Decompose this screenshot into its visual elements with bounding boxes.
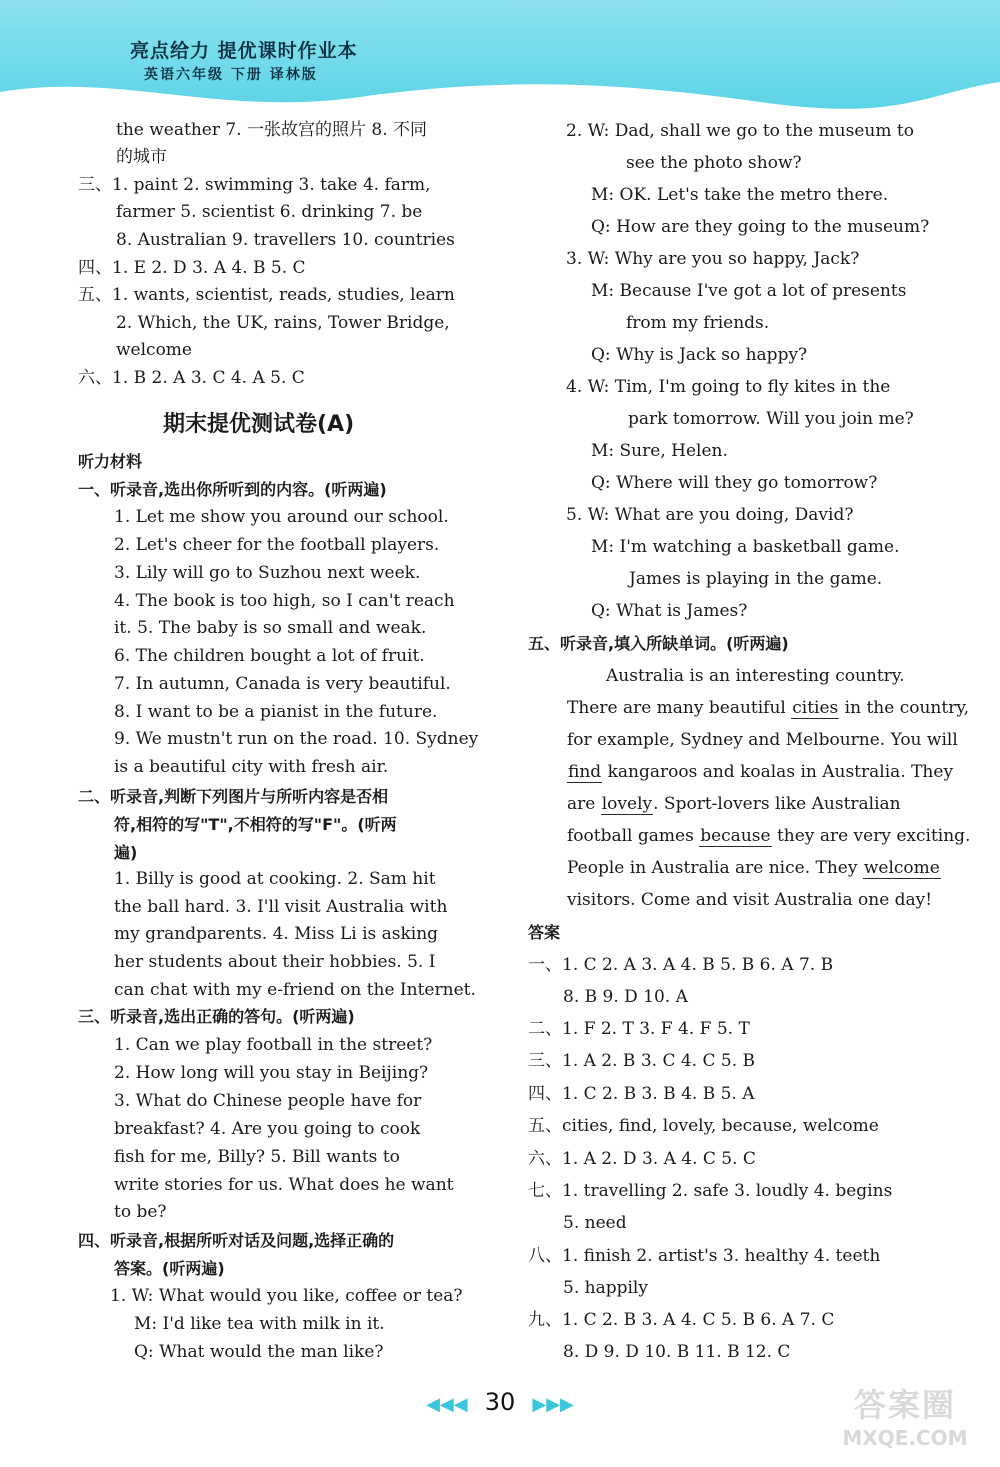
question-heading: 二、听录音,判断下列图片与所听内容是否相 — [78, 787, 389, 806]
text-line: 的城市 — [116, 147, 167, 167]
watermark-logo — [820, 1380, 990, 1460]
answer-line: 六、1. A 2. D 3. A 4. C 5. C — [528, 1149, 756, 1169]
blank-answer: welcome — [863, 858, 940, 878]
text-line: 6. The children bought a lot of fruit. — [114, 646, 425, 666]
text-line: 四、1. E 2. D 3. A 4. B 5. C — [78, 258, 306, 278]
answers-label: 答案 — [528, 923, 561, 942]
text-line: 1. Let me show you around our school. — [114, 507, 449, 527]
blank-answer: find — [568, 762, 602, 782]
text-line: 三、1. paint 2. swimming 3. take 4. farm, — [78, 175, 431, 195]
text-line: 2. Let's cheer for the football players. — [114, 535, 440, 555]
listening-label: 听力材料 — [78, 452, 143, 471]
text-line: her students about their hobbies. 5. I — [114, 952, 436, 972]
question-heading: 一、听录音,选出你所听到的内容。(听两遍) — [78, 480, 387, 499]
answer-line: 5. need — [563, 1213, 627, 1233]
watermark-url: MXQE.COM — [842, 1426, 968, 1450]
text-line: farmer 5. scientist 6. drinking 7. be — [116, 202, 423, 222]
text-line: is a beautiful city with fresh air. — [114, 757, 389, 777]
passage-line: football games because they are very exciting. — [567, 826, 971, 846]
text-line: 1. Can we play football in the street? — [114, 1035, 433, 1055]
blank-answer: cities — [792, 698, 839, 718]
answer-line: 八、1. finish 2. artist's 3. healthy 4. teeth — [528, 1246, 881, 1266]
passage-line: are lovely. Sport-lovers like Australian — [567, 794, 901, 814]
page-number: 30 — [484, 1388, 516, 1416]
passage-line: There are many beautiful cities in the country, — [567, 698, 970, 718]
text-line: 7. In autumn, Canada is very beautiful. — [114, 674, 451, 694]
blank-answer: because — [700, 826, 771, 846]
dialogue-line: Q: Why is Jack so happy? — [591, 345, 808, 365]
question-heading: 遍) — [114, 843, 138, 862]
answer-line: 七、1. travelling 2. safe 3. loudly 4. begins — [528, 1181, 893, 1201]
text-line: the ball hard. 3. I'll visit Australia with — [114, 897, 448, 917]
passage-line: People in Australia are nice. They welcome — [567, 858, 940, 878]
answer-line: 九、1. C 2. B 3. A 4. C 5. B 6. A 7. C — [528, 1310, 835, 1330]
watermark-text: 答案圈 — [853, 1386, 956, 1424]
book-subtitle: 英语六年级 下册 译林版 — [144, 67, 318, 83]
text-line: 8. Australian 9. travellers 10. countries — [116, 230, 455, 250]
text-line: 3. Lily will go to Suzhou next week. — [114, 563, 421, 583]
text-line: 2. How long will you stay in Beijing? — [114, 1063, 429, 1083]
question-heading: 四、听录音,根据所听对话及问题,选择正确的 — [78, 1231, 395, 1250]
answer-line: 二、1. F 2. T 3. F 4. F 5. T — [528, 1019, 750, 1039]
dialogue-line: James is playing in the game. — [629, 569, 883, 589]
text-line: 8. I want to be a pianist in the future. — [114, 702, 438, 722]
question-heading: 三、听录音,选出正确的答句。(听两遍) — [78, 1007, 355, 1026]
dialogue-line: M: OK. Let's take the metro there. — [591, 185, 889, 205]
header-band — [0, 0, 1000, 112]
text-line: breakfast? 4. Are you going to cook — [114, 1119, 421, 1139]
text-line: 1. W: What would you like, coffee or tea? — [110, 1286, 463, 1306]
dialogue-line: Q: How are they going to the museum? — [591, 217, 930, 237]
answer-line: 一、1. C 2. A 3. A 4. B 5. B 6. A 7. B — [528, 955, 834, 975]
question-heading: 五、听录音,填入所缺单词。(听两遍) — [528, 634, 789, 653]
text-line: write stories for us. What does he want — [114, 1175, 454, 1195]
answer-line: 五、cities, find, lovely, because, welcome — [528, 1116, 879, 1136]
text-line: fish for me, Billy? 5. Bill wants to — [114, 1147, 400, 1167]
text-line: 五、1. wants, scientist, reads, studies, learn — [78, 285, 455, 305]
text-line: it. 5. The baby is so small and weak. — [114, 618, 427, 638]
dialogue-line: see the photo show? — [626, 153, 802, 173]
dialogue-line: M: I'm watching a basketball game. — [591, 537, 900, 557]
text-line: 3. What do Chinese people have for — [114, 1091, 422, 1111]
text-line: to be? — [114, 1202, 167, 1222]
dialogue-line: park tomorrow. Will you join me? — [628, 409, 914, 429]
dialogue-line: 5. W: What are you doing, David? — [566, 505, 854, 525]
text-line: Q: What would the man like? — [134, 1342, 384, 1362]
dialogue-line: 4. W: Tim, I'm going to fly kites in the — [566, 377, 891, 397]
passage-line: visitors. Come and visit Australia one day! — [567, 890, 933, 910]
text-line: my grandparents. 4. Miss Li is asking — [114, 924, 439, 944]
dialogue-line: M: Sure, Helen. — [591, 441, 728, 461]
answer-line: 三、1. A 2. B 3. C 4. C 5. B — [528, 1051, 756, 1071]
passage-line: for example, Sydney and Melbourne. You will — [567, 730, 958, 750]
next-arrows-icon: ▶▶▶ — [532, 1394, 574, 1415]
text-line: 9. We mustn't run on the road. 10. Sydney — [114, 729, 479, 749]
dialogue-line: 2. W: Dad, shall we go to the museum to — [566, 121, 914, 141]
dialogue-line: from my friends. — [626, 313, 770, 333]
question-heading: 答案。(听两遍) — [114, 1259, 225, 1278]
text-line: M: I'd like tea with milk in it. — [134, 1314, 385, 1334]
answer-line: 四、1. C 2. B 3. B 4. B 5. A — [528, 1084, 755, 1104]
answer-line: 8. D 9. D 10. B 11. B 12. C — [563, 1342, 791, 1362]
book-title: 亮点给力 提优课时作业本 — [130, 40, 358, 62]
prev-arrows-icon: ◀◀◀ — [426, 1394, 468, 1415]
passage-line: find kangaroos and koalas in Australia. They — [568, 762, 954, 782]
text-line: welcome — [116, 340, 192, 360]
text-line: 1. Billy is good at cooking. 2. Sam hit — [114, 869, 436, 889]
answer-line: 5. happily — [563, 1278, 648, 1298]
text-line: can chat with my e-friend on the Internet. — [114, 980, 476, 1000]
section-title: 期末提优测试卷(A) — [163, 412, 355, 437]
text-line: the weather 7. 一张故宫的照片 8. 不同 — [116, 120, 428, 140]
text-line: 2. Which, the UK, rains, Tower Bridge, — [116, 313, 450, 333]
dialogue-line: 3. W: Why are you so happy, Jack? — [566, 249, 860, 269]
dialogue-line: Q: Where will they go tomorrow? — [591, 473, 878, 493]
question-heading: 符,相符的写"T",不相符的写"F"。(听两 — [114, 815, 397, 834]
dialogue-line: M: Because I've got a lot of presents — [591, 281, 907, 301]
text-line: 六、1. B 2. A 3. C 4. A 5. C — [78, 368, 305, 388]
blank-answer: lovely — [601, 794, 653, 814]
answer-line: 8. B 9. D 10. A — [563, 987, 688, 1007]
dialogue-line: Q: What is James? — [591, 601, 748, 621]
text-line: 4. The book is too high, so I can't reach — [114, 591, 455, 611]
passage-line: Australia is an interesting country. — [606, 666, 905, 686]
